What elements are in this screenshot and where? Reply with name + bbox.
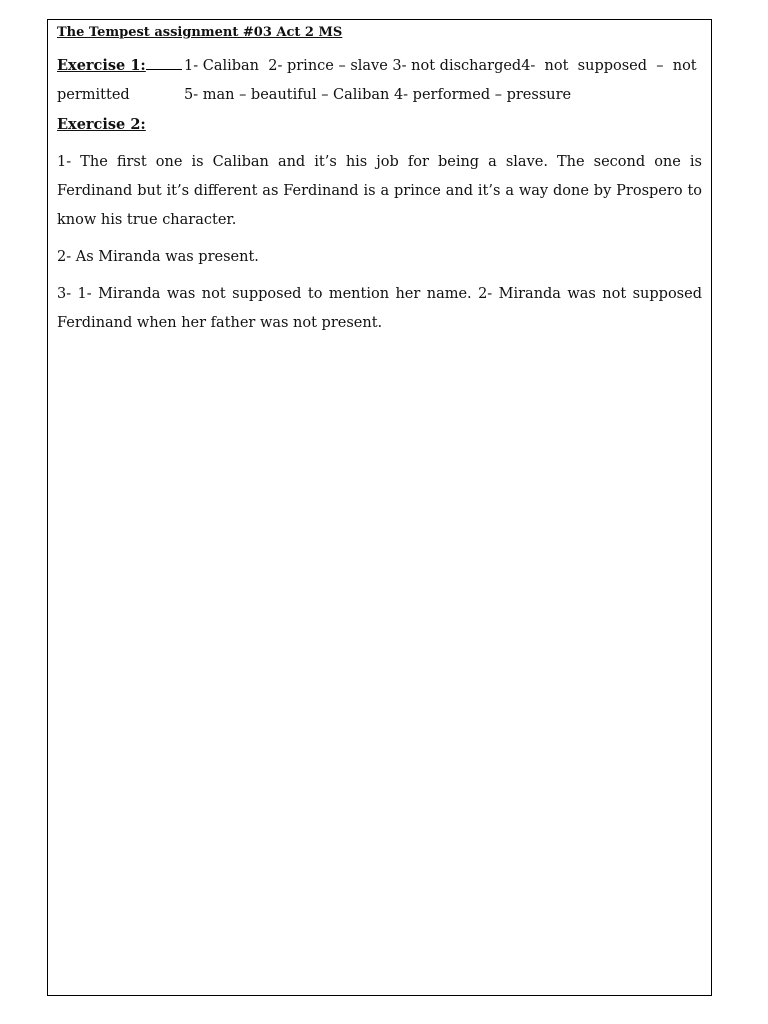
- exercise-2-answer-1: 1- The first one is Caliban and it’s his job for being a slave. The second one is Ferdinand but it’s different as Ferdinand is a prince and it’s a way done by Prospero to know his true character.: [57, 154, 702, 228]
- exercise-1-line-2: [57, 81, 702, 110]
- exercise-1-heading: Exercise 1:: [57, 57, 146, 74]
- exercise-1-block: [57, 51, 702, 110]
- exercise-2-answer-2: 2- As Miranda was present.: [57, 249, 259, 265]
- page-border: [47, 19, 712, 996]
- exercise-2-answer-3: 3- 1- Miranda was not supposed to mention her name. 2- Miranda was not supposed Ferdinand when her father was not present.: [57, 286, 702, 331]
- exercise-1-lead: [57, 51, 184, 81]
- document-body: [57, 24, 702, 338]
- answer-blank-line: [146, 68, 182, 70]
- exercise-1-line-1: [57, 51, 702, 81]
- exercise-1-line-2-lead: permitted: [57, 87, 130, 103]
- exercise-1-answers-line-2: 5- man – beautiful – Caliban 4- performed – pressure: [184, 87, 572, 103]
- exercise-1-answers-line-1: 1- Caliban 2- prince – slave 3- not discharged4- not supposed – not: [184, 58, 697, 74]
- document-title: The Tempest assignment #03 Act 2 MS: [57, 25, 343, 40]
- exercise-2-heading-row: [57, 110, 702, 140]
- exercise-2-heading: Exercise 2:: [57, 116, 146, 133]
